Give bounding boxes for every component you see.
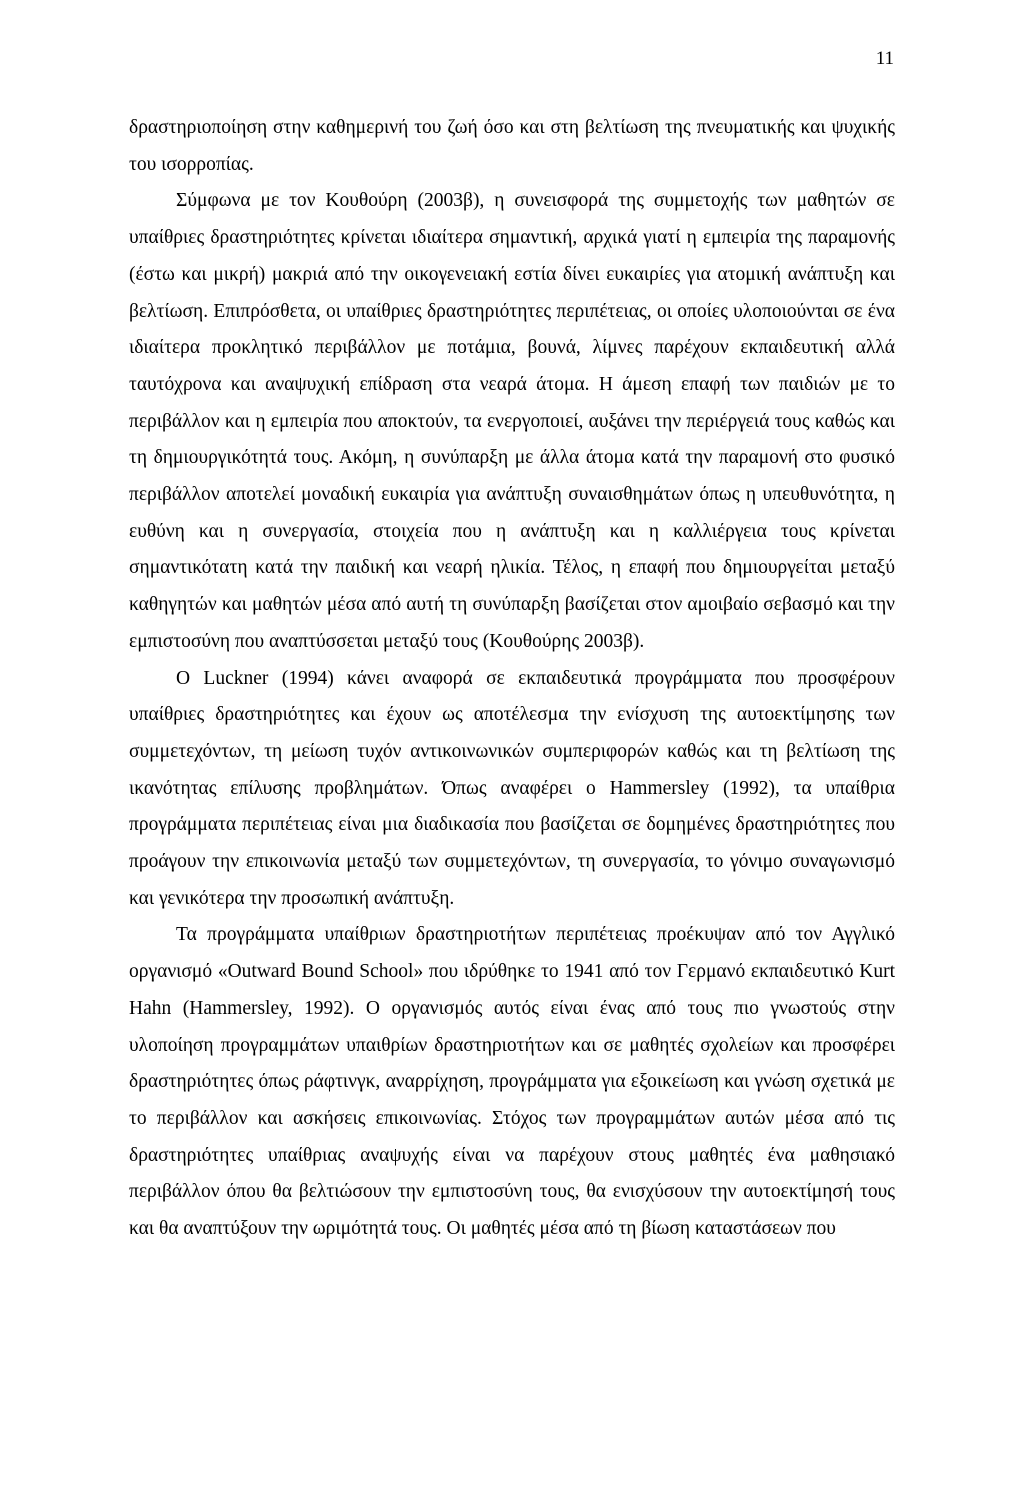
paragraph-outward-bound: Τα προγράμματα υπαίθριων δραστηριοτήτων περιπέτειας προέκυψαν από τον Αγγλικό οργανισμό «Outward Bound School» που ιδρύθηκε το 1941 από τον Γερμανό εκπαιδευτικό Kurt Hahn (Hammersley, 1992). Ο οργανισμός αυτός είναι ένας από τους πιο γνωστούς στην υλοποίηση προγραμμάτων υπαιθρίων δραστηριοτήτων και σε μαθητές σχολείων και προσφέρει δραστηριότητες όπως ράφτινγκ, αναρρίχηση, προγράμματα για εξοικείωση και γνώση σχετικά με το περιβάλλον και ασκήσεις επικοινωνίας. Στόχος των προγραμμάτων αυτών μέσα από τις δραστηριότητες υπαίθριας αναψυχής είναι να παρέχουν στους μαθητές ένα μαθησιακό περιβάλλον όπου θα βελτιώσουν την εμπιστοσύνη τους, θα ενισχύσουν την αυτοεκτίμησή τους και θα αναπτύξουν την ωριμότητά τους. Οι μαθητές μέσα από τη βίωση καταστάσεων που <box>129 924 895 1240</box>
paragraph-luckner: Ο Luckner (1994) κάνει αναφορά σε εκπαιδευτικά προγράμματα που προσφέρουν υπαίθριες δραστηριότητες και έχουν ως αποτέλεσμα την ενίσχυση της αυτοεκτίμησης των συμμετεχόντων, τη μείωση τυχόν αντικοινωνικών συμπεριφορών καθώς και τη βελτίωση της ικανότητας επίλυσης προβλημάτων. Όπως αναφέρει ο Hammersley (1992), τα υπαίθρια προγράμματα περιπέτειας είναι μια διαδικασία που βασίζεται σε δομημένες δραστηριότητες που προάγουν την επικοινωνία μεταξύ των συμμετεχόντων, τη συνεργασία, το γόνιμο συναγωνισμό και γενικότερα την προσωπική ανάπτυξη. <box>129 667 895 909</box>
paragraph-continuation: δραστηριοποίηση στην καθημερινή του ζωή όσο και στη βελτίωση της πνευματικής και ψυχικής του ισορροπίας. <box>129 117 895 175</box>
page-number: 11 <box>875 48 894 69</box>
body-text <box>129 110 895 1248</box>
paragraph-kouthouris: Σύμφωνα με τον Κουθούρη (2003β), η συνεισφορά της συμμετοχής των μαθητών σε υπαίθριες δραστηριότητες κρίνεται ιδιαίτερα σημαντική, αρχικά γιατί η εμπειρία της παραμονής (έστω και μικρή) μακριά από την οικογενειακή εστία δίνει ευκαιρίες για ατομική ανάπτυξη και βελτίωση. Επιπρόσθετα, οι υπαίθριες δραστηριότητες περιπέτειας, οι οποίες υλοποιούνται σε ένα ιδιαίτερα προκλητικό περιβάλλον με ποτάμια, βουνά, λίμνες παρέχουν εκπαιδευτική αλλά ταυτόχρονα και αναψυχική επίδραση στα νεαρά άτομα. Η άμεση επαφή των παιδιών με το περιβάλλον και η εμπειρία που αποκτούν, τα ενεργοποιεί, αυξάνει την περιέργειά τους καθώς και τη δημιουργικότητά τους. Ακόμη, η συνύπαρξη με άλλα άτομα κατά την παραμονή στο φυσικό περιβάλλον αποτελεί μοναδική ευκαιρία για ανάπτυξη συναισθημάτων όπως η υπευθυνότητα, η ευθύνη και η συνεργασία, στοιχεία που η ανάπτυξη και η καλλιέργεια τους κρίνεται σημαντικότατη κατά την παιδική και νεαρή ηλικία. Τέλος, η επαφή που δημιουργείται μεταξύ καθηγητών και μαθητών μέσα από αυτή τη συνύπαρξη βασίζεται στον αμοιβαίο σεβασμό και την εμπιστοσύνη που αναπτύσσεται μεταξύ τους (Κουθούρης 2003β). <box>129 190 895 652</box>
